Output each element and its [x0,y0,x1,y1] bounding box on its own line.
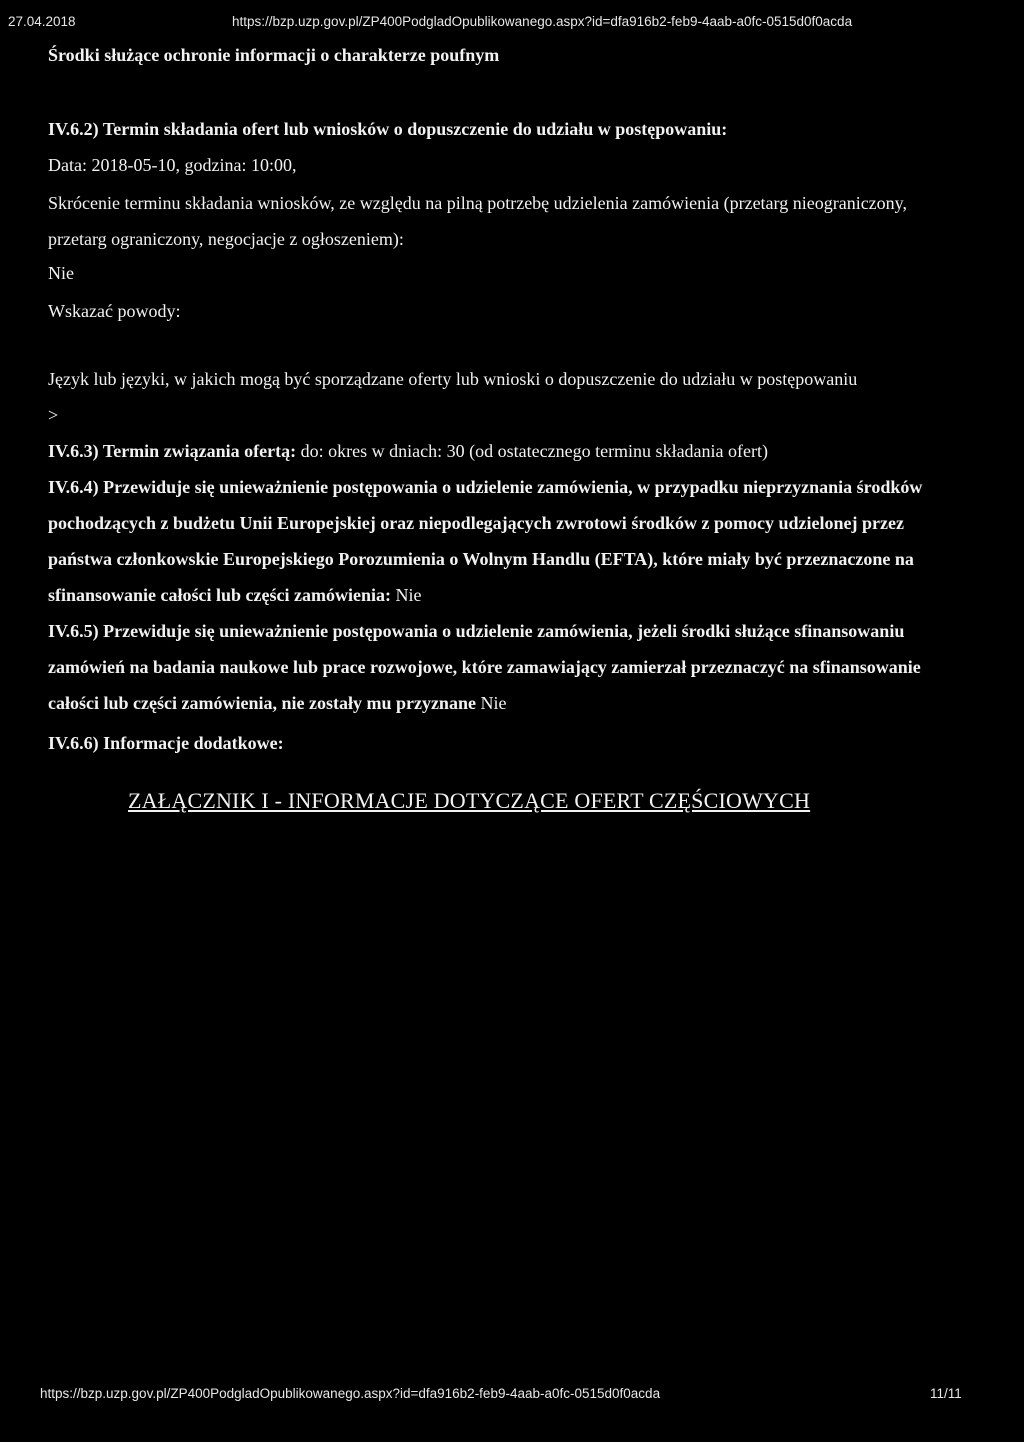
iv-6-2-language-value: > [48,405,59,425]
iv-6-6-label: IV.6.6) Informacje dodatkowe: [48,733,284,753]
iv-6-4-line2: pochodzących z budżetu Unii Europejskiej oraz niepodlegających zwrotowi środków z pomocy udzielonej przez [48,513,904,533]
iv-6-5-line1: IV.6.5) Przewiduje się unieważnienie postępowania o udzielenie zamówienia, jeżeli środki służące sfinansowaniu [48,621,905,641]
iv-6-2-shortening-value: Nie [48,263,74,283]
iv-6-5-value: Nie [480,693,507,713]
iv-6-3-row [48,440,768,462]
footer-url: https://bzp.uzp.gov.pl/ZP400PodgladOpublikowanego.aspx?id=dfa916b2-feb9-4aab-a0fc-0515d0f0acda [40,1386,661,1401]
iv-6-5-line2: zamówień na badania naukowe lub prace rozwojowe, które zamawiający zamierzał przeznaczyć na sfinansowanie [48,657,921,677]
iv-6-4-line3: państwa członkowskie Europejskiego Porozumienia o Wolnym Handlu (EFTA), które miały być przeznaczone na [48,549,914,569]
iv-6-5-line3-row [48,692,506,714]
iv-6-4-value: Nie [395,585,422,605]
iv-6-4-line1: IV.6.4) Przewiduje się unieważnienie postępowania o udzielenie zamówienia, w przypadku nieprzyznania środków [48,477,923,497]
section-heading-confidentiality: Środki służące ochronie informacji o charakterze poufnym [48,45,500,65]
iv-6-4-line4: sfinansowanie całości lub części zamówienia: [48,585,391,605]
iv-6-2-heading: IV.6.2) Termin składania ofert lub wniosków o dopuszczenie do udziału w postępowaniu: [48,119,728,139]
page-number: 11/11 [930,1386,962,1401]
iv-6-4-line4-row [48,584,421,606]
iv-6-5-line3: całości lub części zamówienia, nie zostały mu przyznane [48,693,476,713]
iv-6-2-reasons-label: Wskazać powody: [48,301,181,321]
iv-6-2-shortening-line1: Skrócenie terminu składania wniosków, ze względu na pilną potrzebę udzielenia zamówienia (przetarg nieograniczony, [48,193,907,213]
iv-6-2-language-label: Język lub języki, w jakich mogą być sporządzane oferty lub wnioski o dopuszczenie do udziału w postępowaniu [48,369,858,389]
annex-title: ZAŁĄCZNIK I - INFORMACJE DOTYCZĄCE OFERT CZĘŚCIOWYCH [128,788,811,813]
iv-6-3-label: IV.6.3) Termin związania ofertą: [48,441,297,461]
header-url: https://bzp.uzp.gov.pl/ZP400PodgladOpublikowanego.aspx?id=dfa916b2-feb9-4aab-a0fc-0515d0f0acda [232,14,853,29]
iv-6-2-date: Data: 2018-05-10, godzina: 10:00, [48,155,297,175]
iv-6-2-shortening-line2: przetarg ograniczony, negocjacje z ogłoszeniem): [48,229,404,249]
print-date: 27.04.2018 [8,14,76,29]
iv-6-3-value: do: okres w dniach: 30 (od ostatecznego terminu składania ofert) [300,441,769,461]
